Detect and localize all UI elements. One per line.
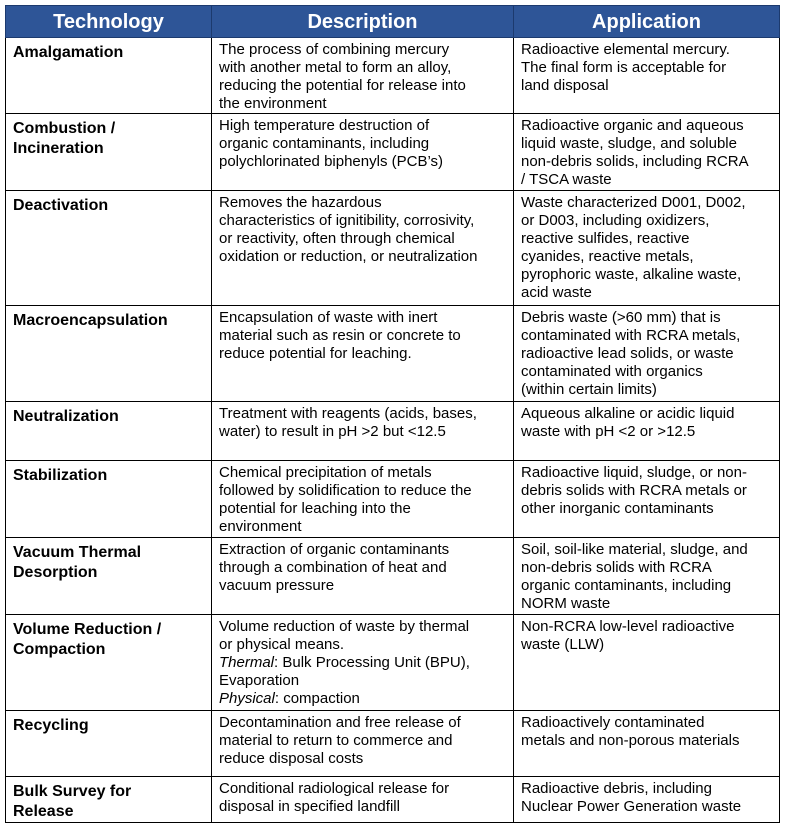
technology-cell: Macroencapsulation (6, 306, 212, 402)
treatment-technologies-table (5, 5, 780, 823)
description-cell: Decontamination and free release of material to return to commerce and reduce disposal costs (212, 711, 514, 777)
table-row (6, 777, 780, 823)
table-row (6, 538, 780, 615)
table-row (6, 615, 780, 711)
application-cell: Radioactive liquid, sludge, or non- debris solids with RCRA metals or other inorganic contaminants (514, 461, 780, 538)
description-cell: The process of combining mercury with another metal to form an alloy, reducing the potential for release into the environment (212, 38, 514, 114)
technology-cell: Neutralization (6, 402, 212, 461)
table-row (6, 461, 780, 538)
header-application: Application (514, 6, 780, 38)
application-cell: Non-RCRA low-level radioactive waste (LLW) (514, 615, 780, 711)
header-technology: Technology (6, 6, 212, 38)
technology-cell: Combustion / Incineration (6, 114, 212, 191)
technology-cell: Recycling (6, 711, 212, 777)
table-row (6, 114, 780, 191)
technology-cell: Deactivation (6, 191, 212, 306)
physical-label: Physical (219, 690, 275, 707)
description-cell: Extraction of organic contaminants through a combination of heat and vacuum pressure (212, 538, 514, 615)
header-description: Description (212, 6, 514, 38)
technology-cell: Amalgamation (6, 38, 212, 114)
description-cell: Volume reduction of waste by thermal or physical means. Thermal: Bulk Processing Unit (BPU), Evaporation Physical: compaction (212, 615, 514, 711)
technology-cell: Volume Reduction / Compaction (6, 615, 212, 711)
description-cell: Chemical precipitation of metals followed by solidification to reduce the potential for leaching into the environment (212, 461, 514, 538)
application-cell: Radioactive elemental mercury. The final form is acceptable for land disposal (514, 38, 780, 114)
table-row (6, 306, 780, 402)
technology-cell: Bulk Survey for Release (6, 777, 212, 823)
application-cell: Aqueous alkaline or acidic liquid waste with pH <2 or >12.5 (514, 402, 780, 461)
table-row (6, 38, 780, 114)
description-cell: Encapsulation of waste with inert material such as resin or concrete to reduce potential for leaching. (212, 306, 514, 402)
application-cell: Radioactively contaminated metals and non-porous materials (514, 711, 780, 777)
description-cell: Removes the hazardous characteristics of ignitibility, corrosivity, or reactivity, often through chemical oxidation or reduction, or neutralization (212, 191, 514, 306)
application-cell: Radioactive organic and aqueous liquid waste, sludge, and soluble non-debris solids, including RCRA / TSCA waste (514, 114, 780, 191)
technology-cell: Vacuum Thermal Desorption (6, 538, 212, 615)
table-row (6, 711, 780, 777)
header-row (6, 6, 780, 38)
table-row (6, 191, 780, 306)
technology-cell: Stabilization (6, 461, 212, 538)
application-cell: Soil, soil-like material, sludge, and non-debris solids with RCRA organic contaminants, including NORM waste (514, 538, 780, 615)
description-cell: High temperature destruction of organic contaminants, including polychlorinated biphenyls (PCB’s) (212, 114, 514, 191)
application-cell: Debris waste (>60 mm) that is contaminated with RCRA metals, radioactive lead solids, or waste contaminated with organics (within certain limits) (514, 306, 780, 402)
description-cell: Treatment with reagents (acids, bases, water) to result in pH >2 but <12.5 (212, 402, 514, 461)
application-cell: Waste characterized D001, D002, or D003, including oxidizers, reactive sulfides, reactive cyanides, reactive metals, pyrophoric waste, alkaline waste, acid waste (514, 191, 780, 306)
table-row (6, 402, 780, 461)
description-cell: Conditional radiological release for disposal in specified landfill (212, 777, 514, 823)
application-cell: Radioactive debris, including Nuclear Power Generation waste (514, 777, 780, 823)
thermal-label: Thermal (219, 654, 275, 671)
